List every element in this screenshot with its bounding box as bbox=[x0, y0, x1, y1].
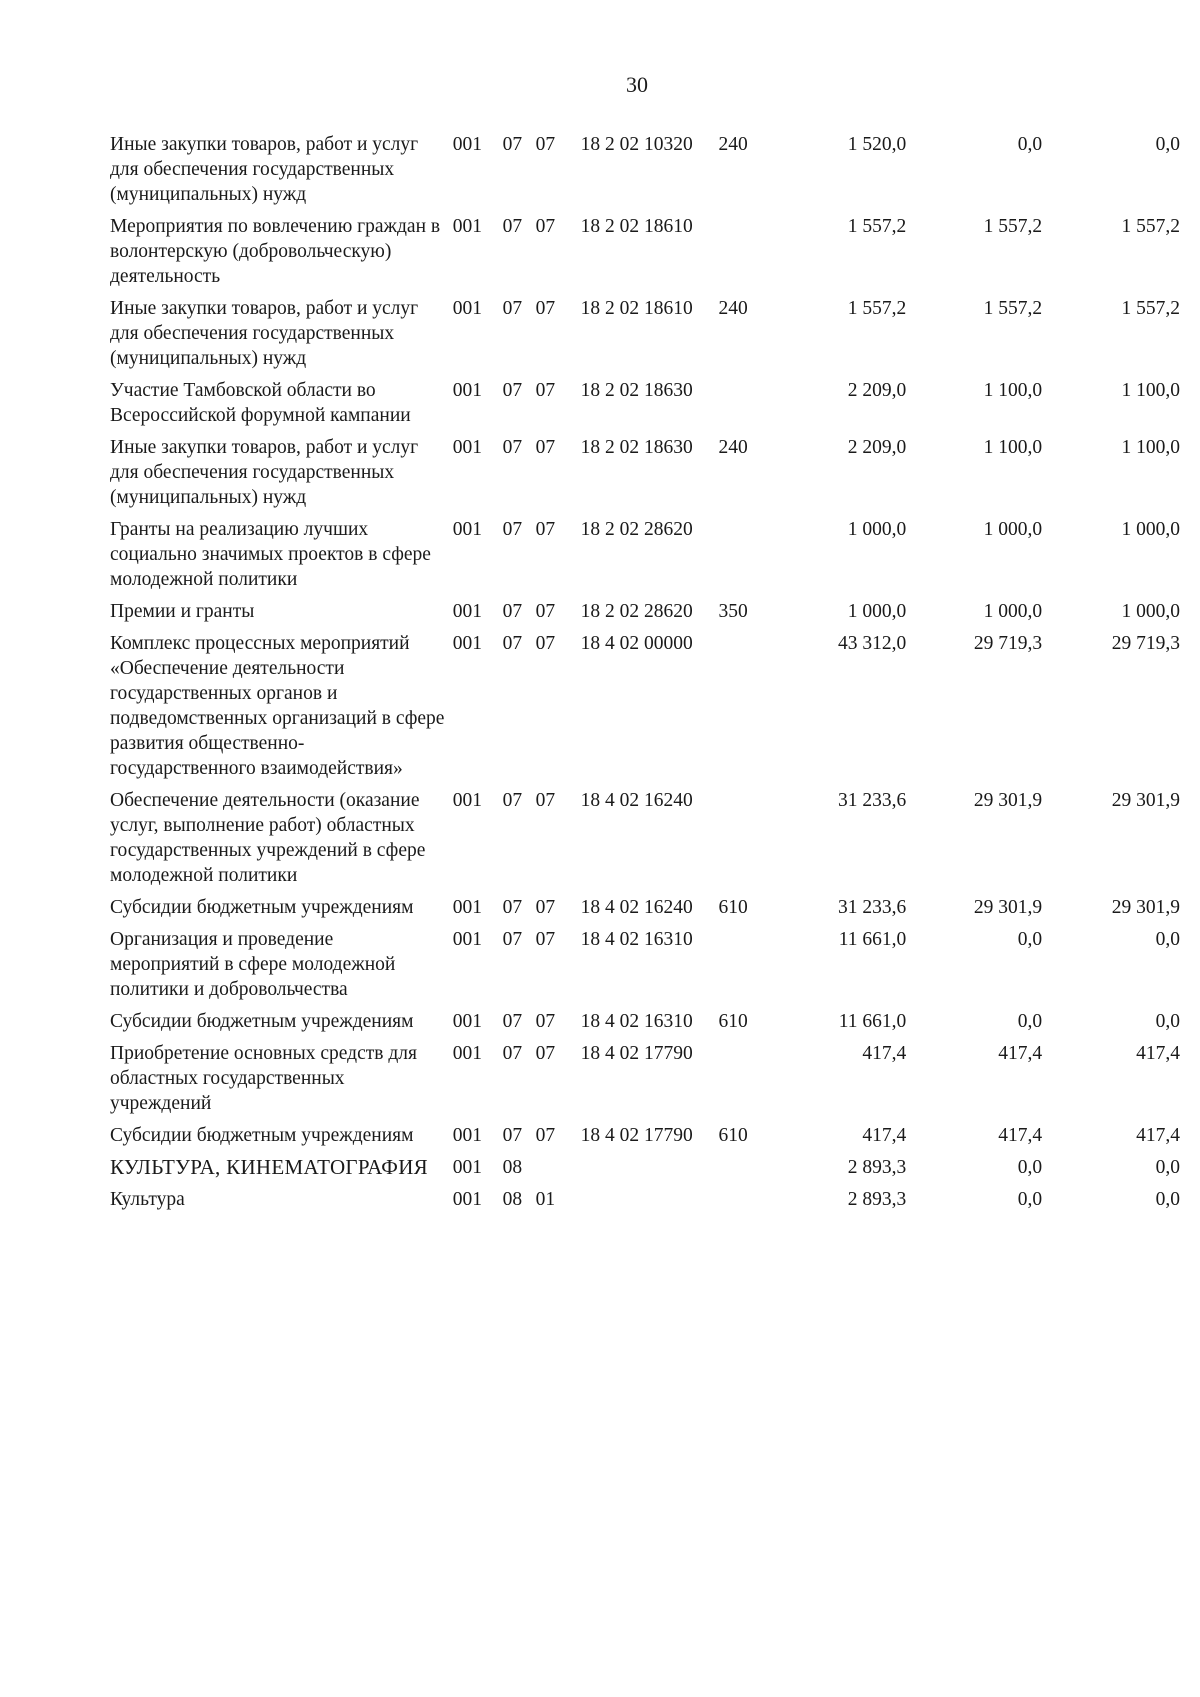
row-name: Мероприятия по вовлечению граждан в волонтерскую (добровольческую) деятельность bbox=[110, 216, 441, 287]
row-expense-type: 240 bbox=[718, 134, 748, 155]
row-amount-year2: 1 557,2 bbox=[983, 298, 1043, 319]
row-amount-year1: 1 557,2 bbox=[847, 298, 907, 319]
row-amount-year1: 43 312,0 bbox=[838, 633, 907, 654]
row-amount-year2: 0,0 bbox=[1017, 929, 1043, 950]
row-grbs-code: 001 bbox=[452, 1125, 482, 1146]
row-target-article: 18 2 02 28620 bbox=[580, 601, 693, 622]
row-amount-year2: 29 301,9 bbox=[973, 790, 1043, 811]
row-subsection-code: 07 bbox=[535, 790, 556, 811]
table-row bbox=[110, 132, 1180, 207]
row-grbs-code: 001 bbox=[452, 1011, 482, 1032]
table-row bbox=[110, 378, 1180, 428]
row-name: Культура bbox=[110, 1189, 185, 1210]
row-expense-type: 350 bbox=[718, 601, 748, 622]
table-row bbox=[110, 1187, 1180, 1212]
row-expense-type: 240 bbox=[718, 298, 748, 319]
page-number: 30 bbox=[626, 72, 648, 97]
row-target-article: 18 4 02 16240 bbox=[580, 897, 693, 918]
row-amount-year3: 29 301,9 bbox=[1111, 897, 1180, 918]
row-grbs-code: 001 bbox=[452, 298, 482, 319]
row-amount-year2: 1 000,0 bbox=[983, 519, 1043, 540]
row-grbs-code: 001 bbox=[452, 1043, 482, 1064]
row-target-article: 18 2 02 18610 bbox=[580, 298, 693, 319]
row-subsection-code: 07 bbox=[535, 633, 556, 654]
row-expense-type: 610 bbox=[718, 1125, 748, 1146]
row-amount-year3: 1 100,0 bbox=[1121, 437, 1180, 458]
row-amount-year3: 29 301,9 bbox=[1111, 790, 1180, 811]
row-target-article: 18 4 02 16240 bbox=[580, 790, 693, 811]
row-grbs-code: 001 bbox=[452, 790, 482, 811]
row-amount-year2: 1 100,0 bbox=[983, 437, 1043, 458]
row-section-code: 07 bbox=[502, 601, 523, 622]
row-amount-year3: 0,0 bbox=[1155, 1011, 1180, 1032]
row-subsection-code: 07 bbox=[535, 298, 556, 319]
row-name: КУЛЬТУРА, КИНЕМАТОГРАФИЯ bbox=[110, 1155, 428, 1179]
table-row bbox=[110, 788, 1180, 888]
row-amount-year1: 2 893,3 bbox=[847, 1157, 907, 1178]
table-row bbox=[110, 927, 1180, 1002]
row-section-code: 07 bbox=[502, 929, 523, 950]
row-amount-year2: 1 000,0 bbox=[983, 601, 1043, 622]
row-name: Иные закупки товаров, работ и услуг для обеспечения государственных (муниципальных) нужд bbox=[110, 134, 419, 205]
row-amount-year2: 417,4 bbox=[998, 1125, 1043, 1146]
row-amount-year1: 1 557,2 bbox=[847, 216, 907, 237]
row-amount-year1: 2 209,0 bbox=[847, 437, 907, 458]
row-amount-year2: 0,0 bbox=[1017, 1157, 1043, 1178]
row-target-article: 18 4 02 17790 bbox=[580, 1125, 693, 1146]
row-amount-year3: 1 557,2 bbox=[1121, 216, 1180, 237]
row-subsection-code: 07 bbox=[535, 601, 556, 622]
table-row bbox=[110, 214, 1180, 289]
row-amount-year1: 417,4 bbox=[862, 1043, 907, 1064]
row-amount-year1: 2 209,0 bbox=[847, 380, 907, 401]
row-amount-year3: 0,0 bbox=[1155, 1157, 1180, 1178]
row-grbs-code: 001 bbox=[452, 1189, 482, 1210]
table-row bbox=[110, 1041, 1180, 1116]
row-grbs-code: 001 bbox=[452, 897, 482, 918]
row-name: Приобретение основных средств для областных государственных учреждений bbox=[110, 1043, 417, 1114]
row-section-code: 08 bbox=[502, 1189, 523, 1210]
row-name: Иные закупки товаров, работ и услуг для обеспечения государственных (муниципальных) нужд bbox=[110, 298, 419, 369]
row-section-code: 07 bbox=[502, 380, 523, 401]
row-amount-year3: 0,0 bbox=[1155, 134, 1180, 155]
row-section-code: 07 bbox=[502, 437, 523, 458]
row-amount-year2: 29 301,9 bbox=[973, 897, 1043, 918]
table-row bbox=[110, 1155, 1180, 1180]
row-section-code: 07 bbox=[502, 519, 523, 540]
row-name: Премии и гранты bbox=[110, 601, 255, 622]
row-section-code: 07 bbox=[502, 897, 523, 918]
row-subsection-code: 07 bbox=[535, 380, 556, 401]
row-target-article: 18 4 02 16310 bbox=[580, 1011, 693, 1032]
row-amount-year2: 417,4 bbox=[998, 1043, 1043, 1064]
row-section-code: 07 bbox=[502, 1125, 523, 1146]
row-target-article: 18 2 02 28620 bbox=[580, 519, 693, 540]
table-row bbox=[110, 1123, 1180, 1148]
row-amount-year1: 417,4 bbox=[862, 1125, 907, 1146]
row-name: Субсидии бюджетным учреждениям bbox=[110, 1125, 414, 1146]
row-subsection-code: 07 bbox=[535, 437, 556, 458]
budget-table bbox=[110, 132, 1180, 1219]
row-section-code: 07 bbox=[502, 1043, 523, 1064]
row-amount-year3: 29 719,3 bbox=[1111, 633, 1180, 654]
row-section-code: 07 bbox=[502, 298, 523, 319]
row-subsection-code: 07 bbox=[535, 1125, 556, 1146]
row-amount-year3: 1 000,0 bbox=[1121, 519, 1180, 540]
row-name: Субсидии бюджетным учреждениям bbox=[110, 1011, 414, 1032]
row-grbs-code: 001 bbox=[452, 134, 482, 155]
row-subsection-code: 07 bbox=[535, 216, 556, 237]
row-name: Гранты на реализацию лучших социально значимых проектов в сфере молодежной политики bbox=[110, 519, 431, 590]
row-section-code: 07 bbox=[502, 1011, 523, 1032]
table-row bbox=[110, 517, 1180, 592]
row-grbs-code: 001 bbox=[452, 380, 482, 401]
row-grbs-code: 001 bbox=[452, 1157, 482, 1178]
row-amount-year2: 1 100,0 bbox=[983, 380, 1043, 401]
row-amount-year1: 11 661,0 bbox=[838, 1011, 907, 1032]
row-amount-year3: 417,4 bbox=[1136, 1043, 1180, 1064]
row-section-code: 07 bbox=[502, 134, 523, 155]
row-name: Субсидии бюджетным учреждениям bbox=[110, 897, 414, 918]
row-name: Организация и проведение мероприятий в сфере молодежной политики и добровольчества bbox=[110, 929, 396, 1000]
row-amount-year3: 0,0 bbox=[1155, 1189, 1180, 1210]
row-amount-year2: 0,0 bbox=[1017, 1011, 1043, 1032]
row-section-code: 07 bbox=[502, 633, 523, 654]
row-amount-year1: 11 661,0 bbox=[838, 929, 907, 950]
table-row bbox=[110, 599, 1180, 624]
row-expense-type: 610 bbox=[718, 897, 748, 918]
row-target-article: 18 4 02 00000 bbox=[580, 633, 693, 654]
row-amount-year3: 1 000,0 bbox=[1121, 601, 1180, 622]
row-amount-year3: 1 557,2 bbox=[1121, 298, 1180, 319]
row-subsection-code: 07 bbox=[535, 897, 556, 918]
row-amount-year3: 417,4 bbox=[1136, 1125, 1180, 1146]
row-subsection-code: 01 bbox=[535, 1189, 556, 1210]
row-name: Иные закупки товаров, работ и услуг для обеспечения государственных (муниципальных) нужд bbox=[110, 437, 419, 508]
row-amount-year1: 1 000,0 bbox=[847, 601, 907, 622]
row-subsection-code: 07 bbox=[535, 929, 556, 950]
row-target-article: 18 4 02 16310 bbox=[580, 929, 693, 950]
table-row bbox=[110, 296, 1180, 371]
row-amount-year1: 1 000,0 bbox=[847, 519, 907, 540]
row-target-article: 18 4 02 17790 bbox=[580, 1043, 693, 1064]
row-subsection-code: 07 bbox=[535, 134, 556, 155]
table-row bbox=[110, 1009, 1180, 1034]
row-grbs-code: 001 bbox=[452, 929, 482, 950]
row-name: Комплекс процессных мероприятий «Обеспечение деятельности государственных органов и подведомственных организаций в сфере развития общественно-государственного взаимодействия» bbox=[110, 633, 445, 779]
row-amount-year2: 0,0 bbox=[1017, 134, 1043, 155]
row-subsection-code: 07 bbox=[535, 1043, 556, 1064]
row-subsection-code: 07 bbox=[535, 519, 556, 540]
row-section-code: 07 bbox=[502, 216, 523, 237]
row-target-article: 18 2 02 18630 bbox=[580, 380, 693, 401]
row-expense-type: 610 bbox=[718, 1011, 748, 1032]
row-amount-year1: 2 893,3 bbox=[847, 1189, 907, 1210]
table-row bbox=[110, 631, 1180, 781]
row-subsection-code: 07 bbox=[535, 1011, 556, 1032]
row-grbs-code: 001 bbox=[452, 437, 482, 458]
row-amount-year1: 31 233,6 bbox=[838, 897, 907, 918]
row-grbs-code: 001 bbox=[452, 601, 482, 622]
row-section-code: 07 bbox=[502, 790, 523, 811]
row-target-article: 18 2 02 18630 bbox=[580, 437, 693, 458]
row-target-article: 18 2 02 18610 bbox=[580, 216, 693, 237]
row-amount-year3: 0,0 bbox=[1155, 929, 1180, 950]
row-section-code: 08 bbox=[502, 1157, 523, 1178]
row-grbs-code: 001 bbox=[452, 216, 482, 237]
row-grbs-code: 001 bbox=[452, 633, 482, 654]
row-amount-year2: 29 719,3 bbox=[973, 633, 1043, 654]
row-amount-year1: 31 233,6 bbox=[838, 790, 907, 811]
row-amount-year2: 1 557,2 bbox=[983, 216, 1043, 237]
row-name: Обеспечение деятельности (оказание услуг, выполнение работ) областных государственных учреждений в сфере молодежной политики bbox=[110, 790, 426, 886]
row-target-article: 18 2 02 10320 bbox=[580, 134, 693, 155]
row-amount-year1: 1 520,0 bbox=[847, 134, 907, 155]
table-row bbox=[110, 435, 1180, 510]
row-expense-type: 240 bbox=[718, 437, 748, 458]
row-amount-year2: 0,0 bbox=[1017, 1189, 1043, 1210]
row-grbs-code: 001 bbox=[452, 519, 482, 540]
row-amount-year3: 1 100,0 bbox=[1121, 380, 1180, 401]
table-row bbox=[110, 895, 1180, 920]
row-name: Участие Тамбовской области во Всероссийской форумной кампании bbox=[110, 380, 411, 426]
